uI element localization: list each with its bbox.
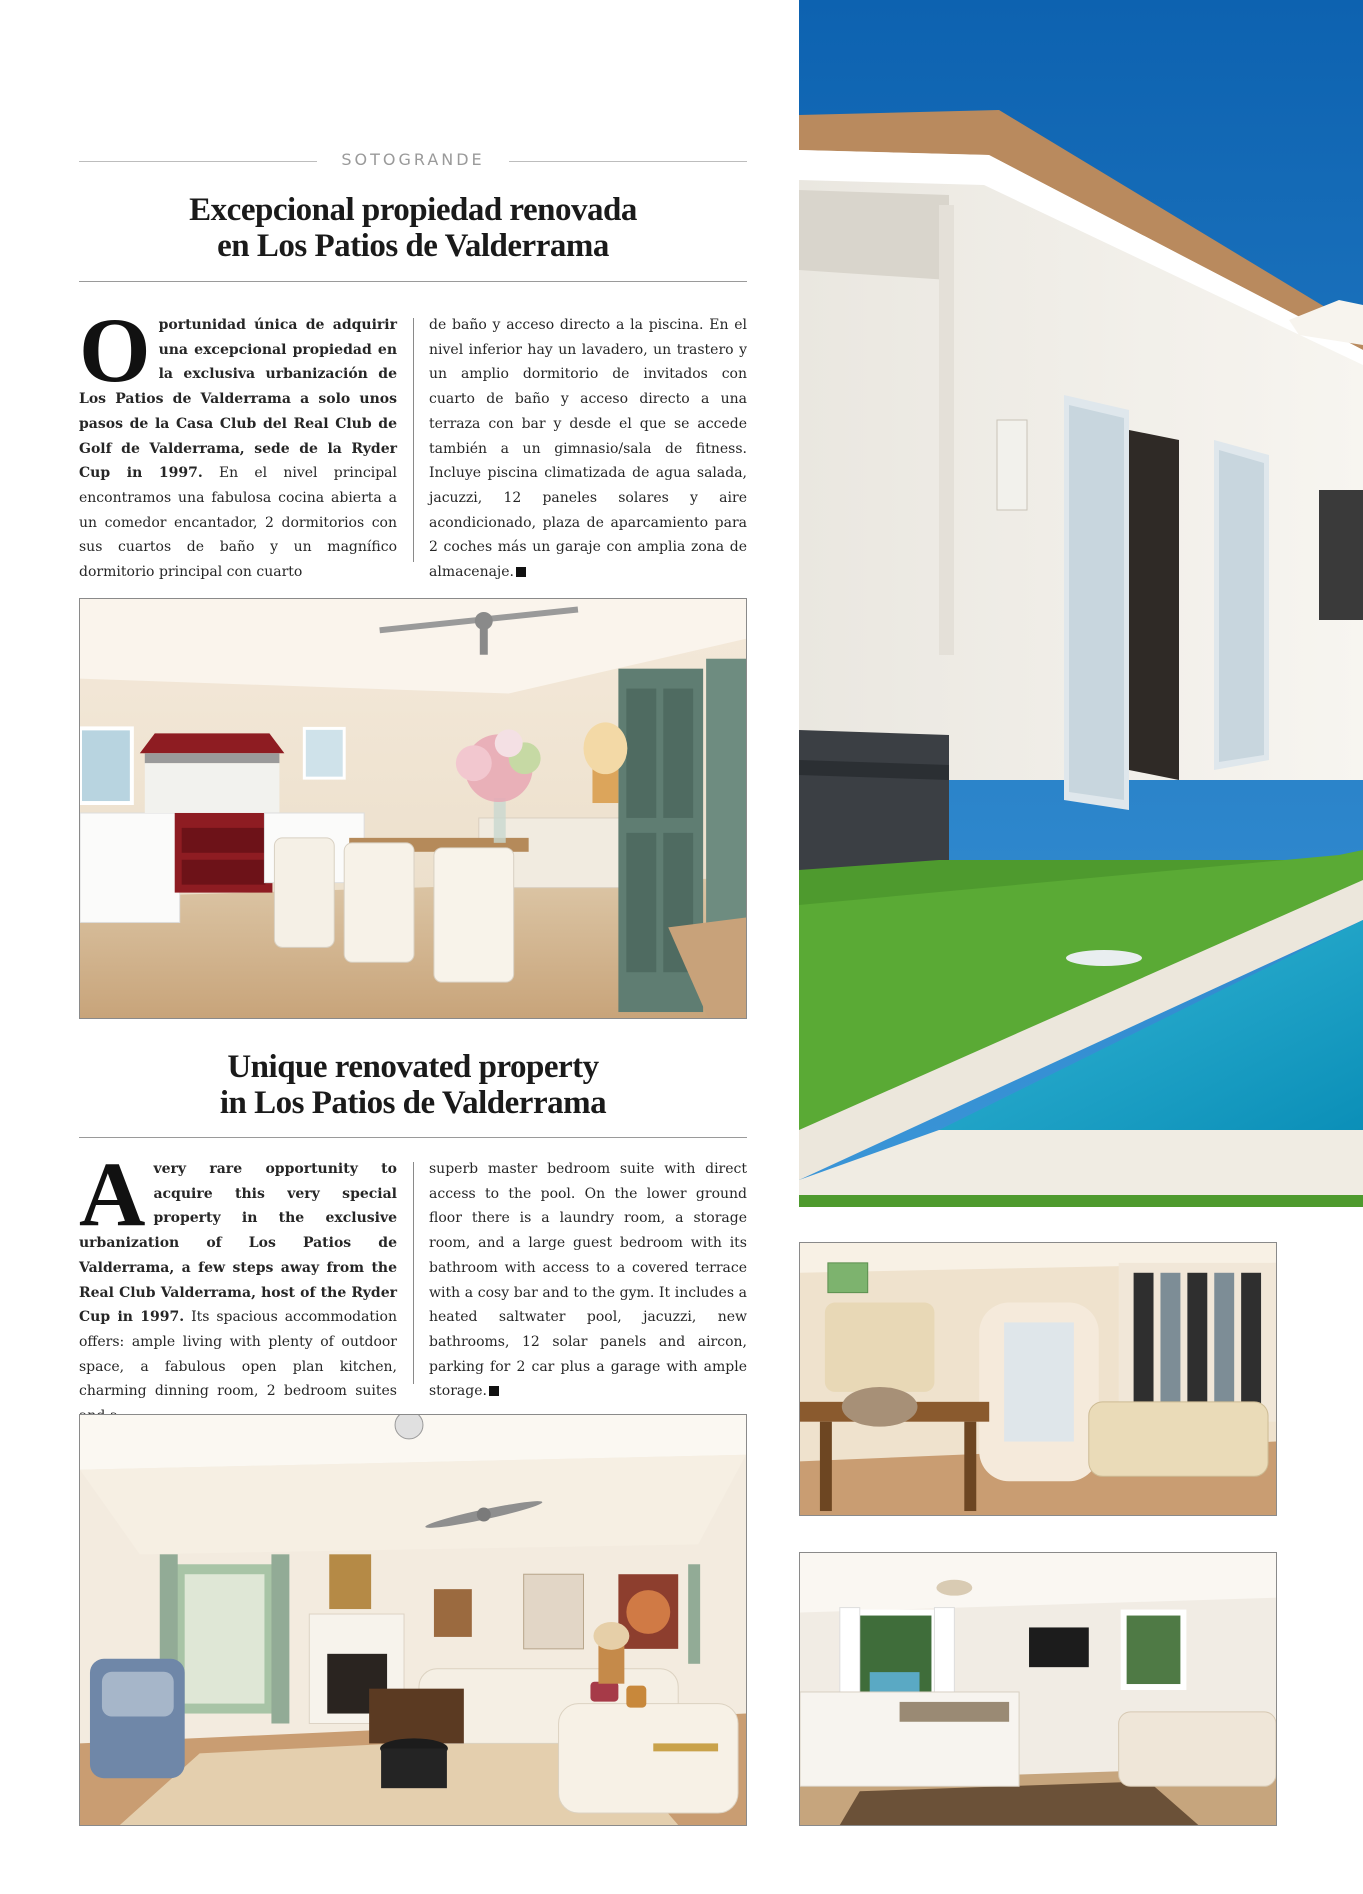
spanish-body-right <box>429 313 747 585</box>
spanish-lead: portunidad única de adquirir una excepcional propiedad en la exclusiva urbanización de Los Patios de Valderrama a solo unos pasos de la Casa Club del Real Club de Golf de Valderrama, sede de la Ryder Cup in 1997. <box>79 317 397 482</box>
english-headline-rule <box>79 1137 747 1138</box>
kitchen-dining-photo <box>79 598 747 1019</box>
english-dropcap: A <box>79 1143 146 1245</box>
english-body-left-text: Its spacious accommodation offers: ample living with plenty of outdoor space, a fabulous open plan kitchen, charming dinning room, 2 bedroom suites <box>79 1309 397 1400</box>
end-mark-icon <box>516 567 526 577</box>
english-lead: very rare opportunity to acquire this very special property in the exclusive urbanization of Los Patios de Valderrama, a few steps away from the Real Club Valderrama, host of the Ryder Cup in 1997. <box>79 1161 397 1326</box>
english-body-right <box>429 1157 747 1404</box>
spanish-body-right-text: de baño y acceso directo a la piscina. En el nivel inferior hay un lavadero, un trastero y un amplio dormitorio de invitados con cuarto de baño y acceso directo a una terraza con bar y desde el que se accede también a un gimnasio/sala de fitness. Incluye piscina climatizada de agua salada, jacuzzi, 12 paneles solares y aire acondicionado, plaza de aparcamiento para 2 coches más un garaje con amplia zona de almacenaje. <box>429 317 747 581</box>
english-column-divider <box>413 1162 414 1384</box>
end-mark-icon <box>489 1386 499 1396</box>
english-body-right-text: superb master bedroom suite with direct access to the pool. On the lower ground floor there is a laundry room, a storage room, and a large guest bedroom with its bathroom with access to a covered terrace with a cosy bar and to the gym. It includes a heated saltwater pool, jacuzzi, new bathrooms, 12 solar panels and aircon, parking for 2 car plus a garage with ample storage. <box>429 1161 747 1400</box>
spanish-dropcap: O <box>79 299 151 401</box>
section-label-rule-right <box>509 161 747 162</box>
living-room-photo <box>79 1414 747 1826</box>
spanish-headline <box>79 192 747 264</box>
hallway-photo <box>799 1242 1277 1516</box>
english-headline-line2: in Los Patios de Valderrama <box>219 1085 607 1121</box>
spanish-body-left <box>79 299 398 585</box>
spanish-body-left-text: En el nivel principal encontramos una fabulosa cocina abierta a un comedor encantador, 2 dormitorios con sus cuartos de baño y un magnífico dormitorio principal con cuarto <box>79 465 398 581</box>
section-label-row <box>79 150 747 174</box>
english-headline-line1: Unique renovated property <box>227 1049 599 1085</box>
spanish-headline-line1: Excepcional propiedad renovada <box>189 192 637 228</box>
spanish-column-divider <box>413 318 414 562</box>
english-body-left <box>79 1143 397 1429</box>
bedroom-photo <box>799 1552 1277 1826</box>
spanish-headline-rule <box>79 281 747 282</box>
exterior-pool-photo <box>799 0 1363 1207</box>
spanish-headline-line2: en Los Patios de Valderrama <box>217 228 609 264</box>
english-headline <box>79 1049 747 1121</box>
section-label: SOTOGRANDE <box>341 150 485 169</box>
